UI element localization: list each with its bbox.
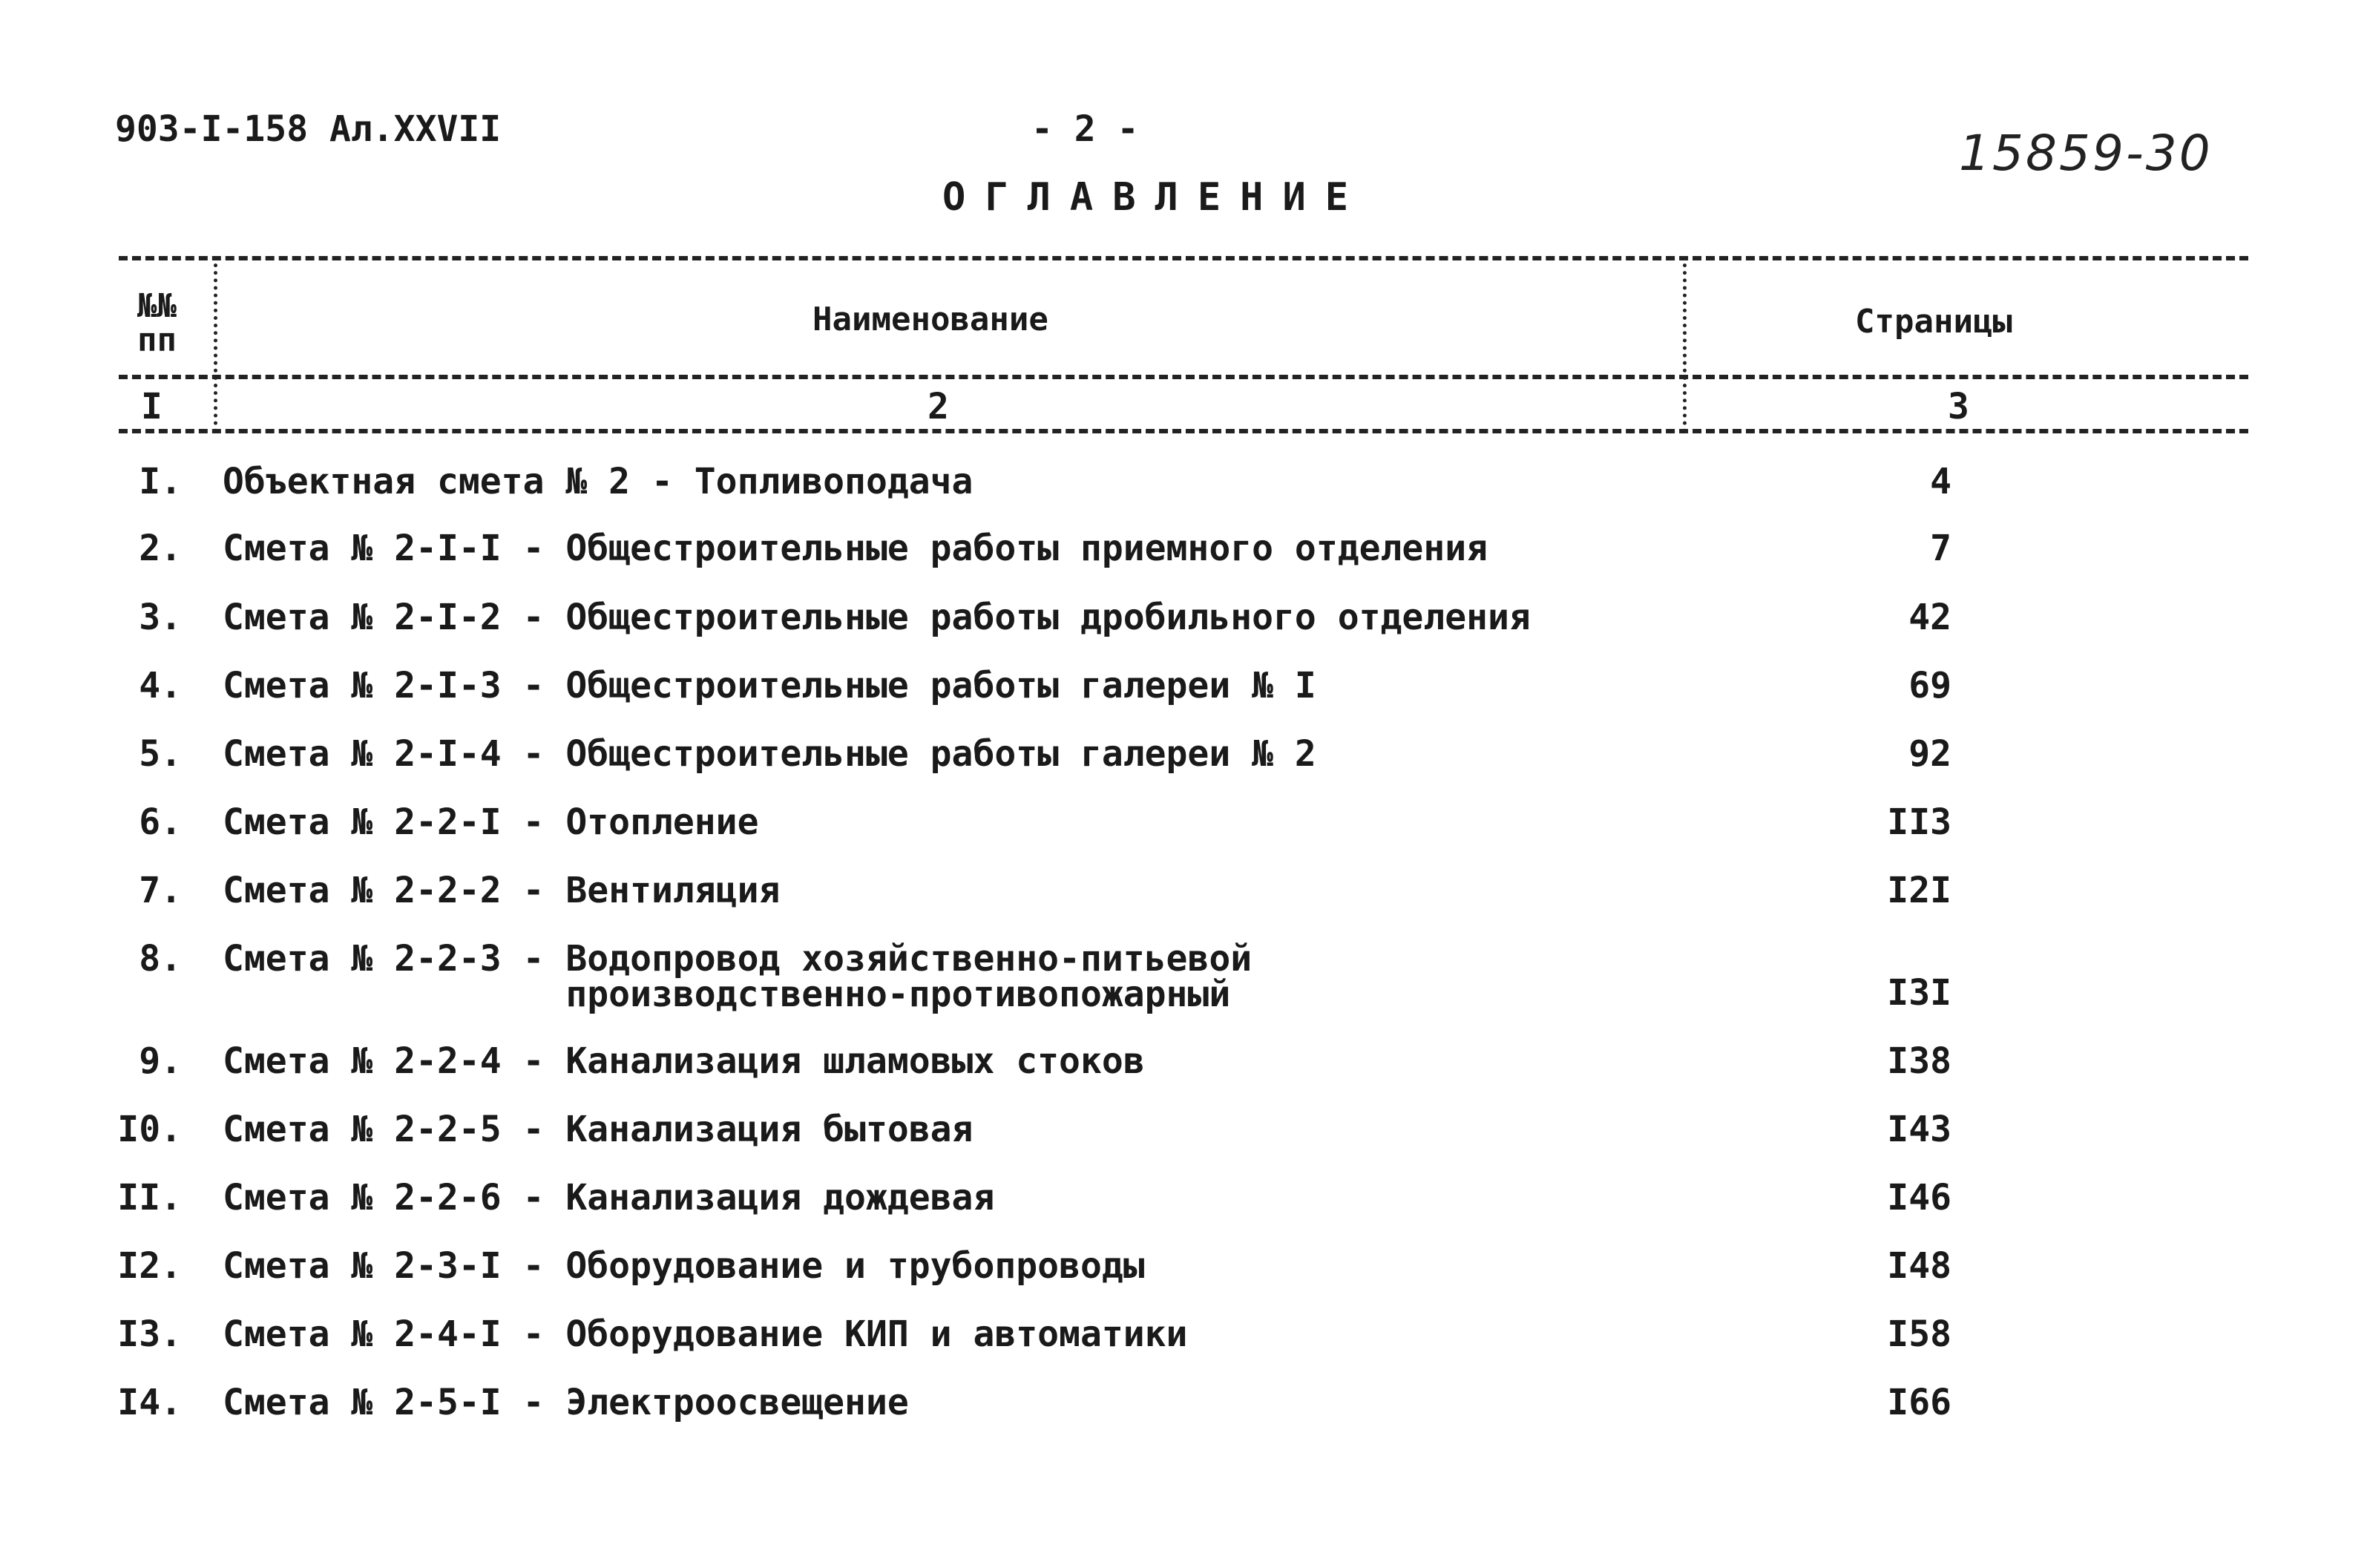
row-title: Смета № 2-I-2 - Общестроительные работы дробильного отделения bbox=[223, 597, 1531, 638]
row-page: I3I bbox=[1887, 972, 1951, 1014]
row-title: Смета № 2-2-4 - Канализация шламовых стоков bbox=[223, 1040, 1145, 1082]
row-title: Смета № 2-3-I - Оборудование и трубопроводы bbox=[223, 1245, 1145, 1287]
column-header-name: Наименование bbox=[812, 301, 1048, 338]
row-title: Смета № 2-5-I - Электроосвещение bbox=[223, 1382, 909, 1423]
row-title: Смета № 2-2-2 - Вентиляция bbox=[223, 870, 781, 911]
row-number: I2. bbox=[117, 1245, 182, 1287]
column-header-pages: Страницы bbox=[1855, 303, 2012, 341]
row-number: 2. bbox=[139, 528, 182, 569]
row-page: I38 bbox=[1887, 1040, 1951, 1082]
row-title: Смета № 2-2-3 - Водопровод хозяйственно-питьевой производственно-противопожарный bbox=[223, 938, 1253, 1015]
row-number: 6. bbox=[139, 801, 182, 843]
row-title: Смета № 2-2-5 - Канализация бытовая bbox=[223, 1109, 974, 1150]
row-title: Смета № 2-4-I - Оборудование КИП и автоматики bbox=[223, 1313, 1188, 1355]
row-page: I48 bbox=[1887, 1245, 1951, 1287]
row-page: 4 bbox=[1930, 461, 1951, 502]
row-page: 69 bbox=[1908, 665, 1951, 706]
row-page: I46 bbox=[1887, 1177, 1951, 1218]
row-number: II. bbox=[117, 1177, 182, 1218]
row-number: 4. bbox=[139, 665, 182, 706]
row-page: 42 bbox=[1908, 597, 1951, 638]
row-number: I0. bbox=[117, 1109, 182, 1150]
page-title: ОГЛАВЛЕНИЕ bbox=[942, 175, 1368, 220]
row-number: 5. bbox=[139, 733, 182, 775]
table-top-rule bbox=[119, 256, 2248, 260]
row-page: I58 bbox=[1887, 1313, 1951, 1355]
row-number: 7. bbox=[139, 870, 182, 911]
row-title: Смета № 2-I-4 - Общестроительные работы галереи № 2 bbox=[223, 733, 1316, 775]
row-number: I. bbox=[139, 461, 182, 502]
column-number-1: I bbox=[141, 386, 162, 427]
column-divider-1 bbox=[214, 256, 217, 433]
table-header-rule bbox=[119, 375, 2248, 379]
row-page: I66 bbox=[1887, 1382, 1951, 1423]
row-page: 92 bbox=[1908, 733, 1951, 775]
row-title: Смета № 2-I-3 - Общестроительные работы галереи № I bbox=[223, 665, 1316, 706]
row-page: 7 bbox=[1930, 528, 1951, 569]
document-code: 903-I-158 Ал.XXVII bbox=[115, 108, 502, 150]
row-title: Смета № 2-2-I - Отопление bbox=[223, 801, 759, 843]
row-number: I4. bbox=[117, 1382, 182, 1423]
row-title: Объектная смета № 2 - Топливоподача bbox=[223, 461, 974, 502]
row-page: I43 bbox=[1887, 1109, 1951, 1150]
row-title: Смета № 2-2-6 - Канализация дождевая bbox=[223, 1177, 995, 1218]
table-colnum-rule bbox=[119, 429, 2248, 433]
page-number: - 2 - bbox=[1031, 108, 1139, 150]
row-number: 8. bbox=[139, 938, 182, 980]
row-number: I3. bbox=[117, 1313, 182, 1355]
column-divider-2 bbox=[1683, 256, 1687, 433]
column-header-number: №№ пп bbox=[137, 287, 177, 359]
column-number-3: 3 bbox=[1948, 386, 1969, 427]
row-title: Смета № 2-I-I - Общестроительные работы приемного отделения bbox=[223, 528, 1488, 569]
row-page: I2I bbox=[1887, 870, 1951, 911]
row-number: 3. bbox=[139, 597, 182, 638]
column-number-2: 2 bbox=[928, 386, 949, 427]
row-page: II3 bbox=[1887, 801, 1951, 843]
handwritten-number: 15859-30 bbox=[1959, 125, 2213, 182]
row-number: 9. bbox=[139, 1040, 182, 1082]
